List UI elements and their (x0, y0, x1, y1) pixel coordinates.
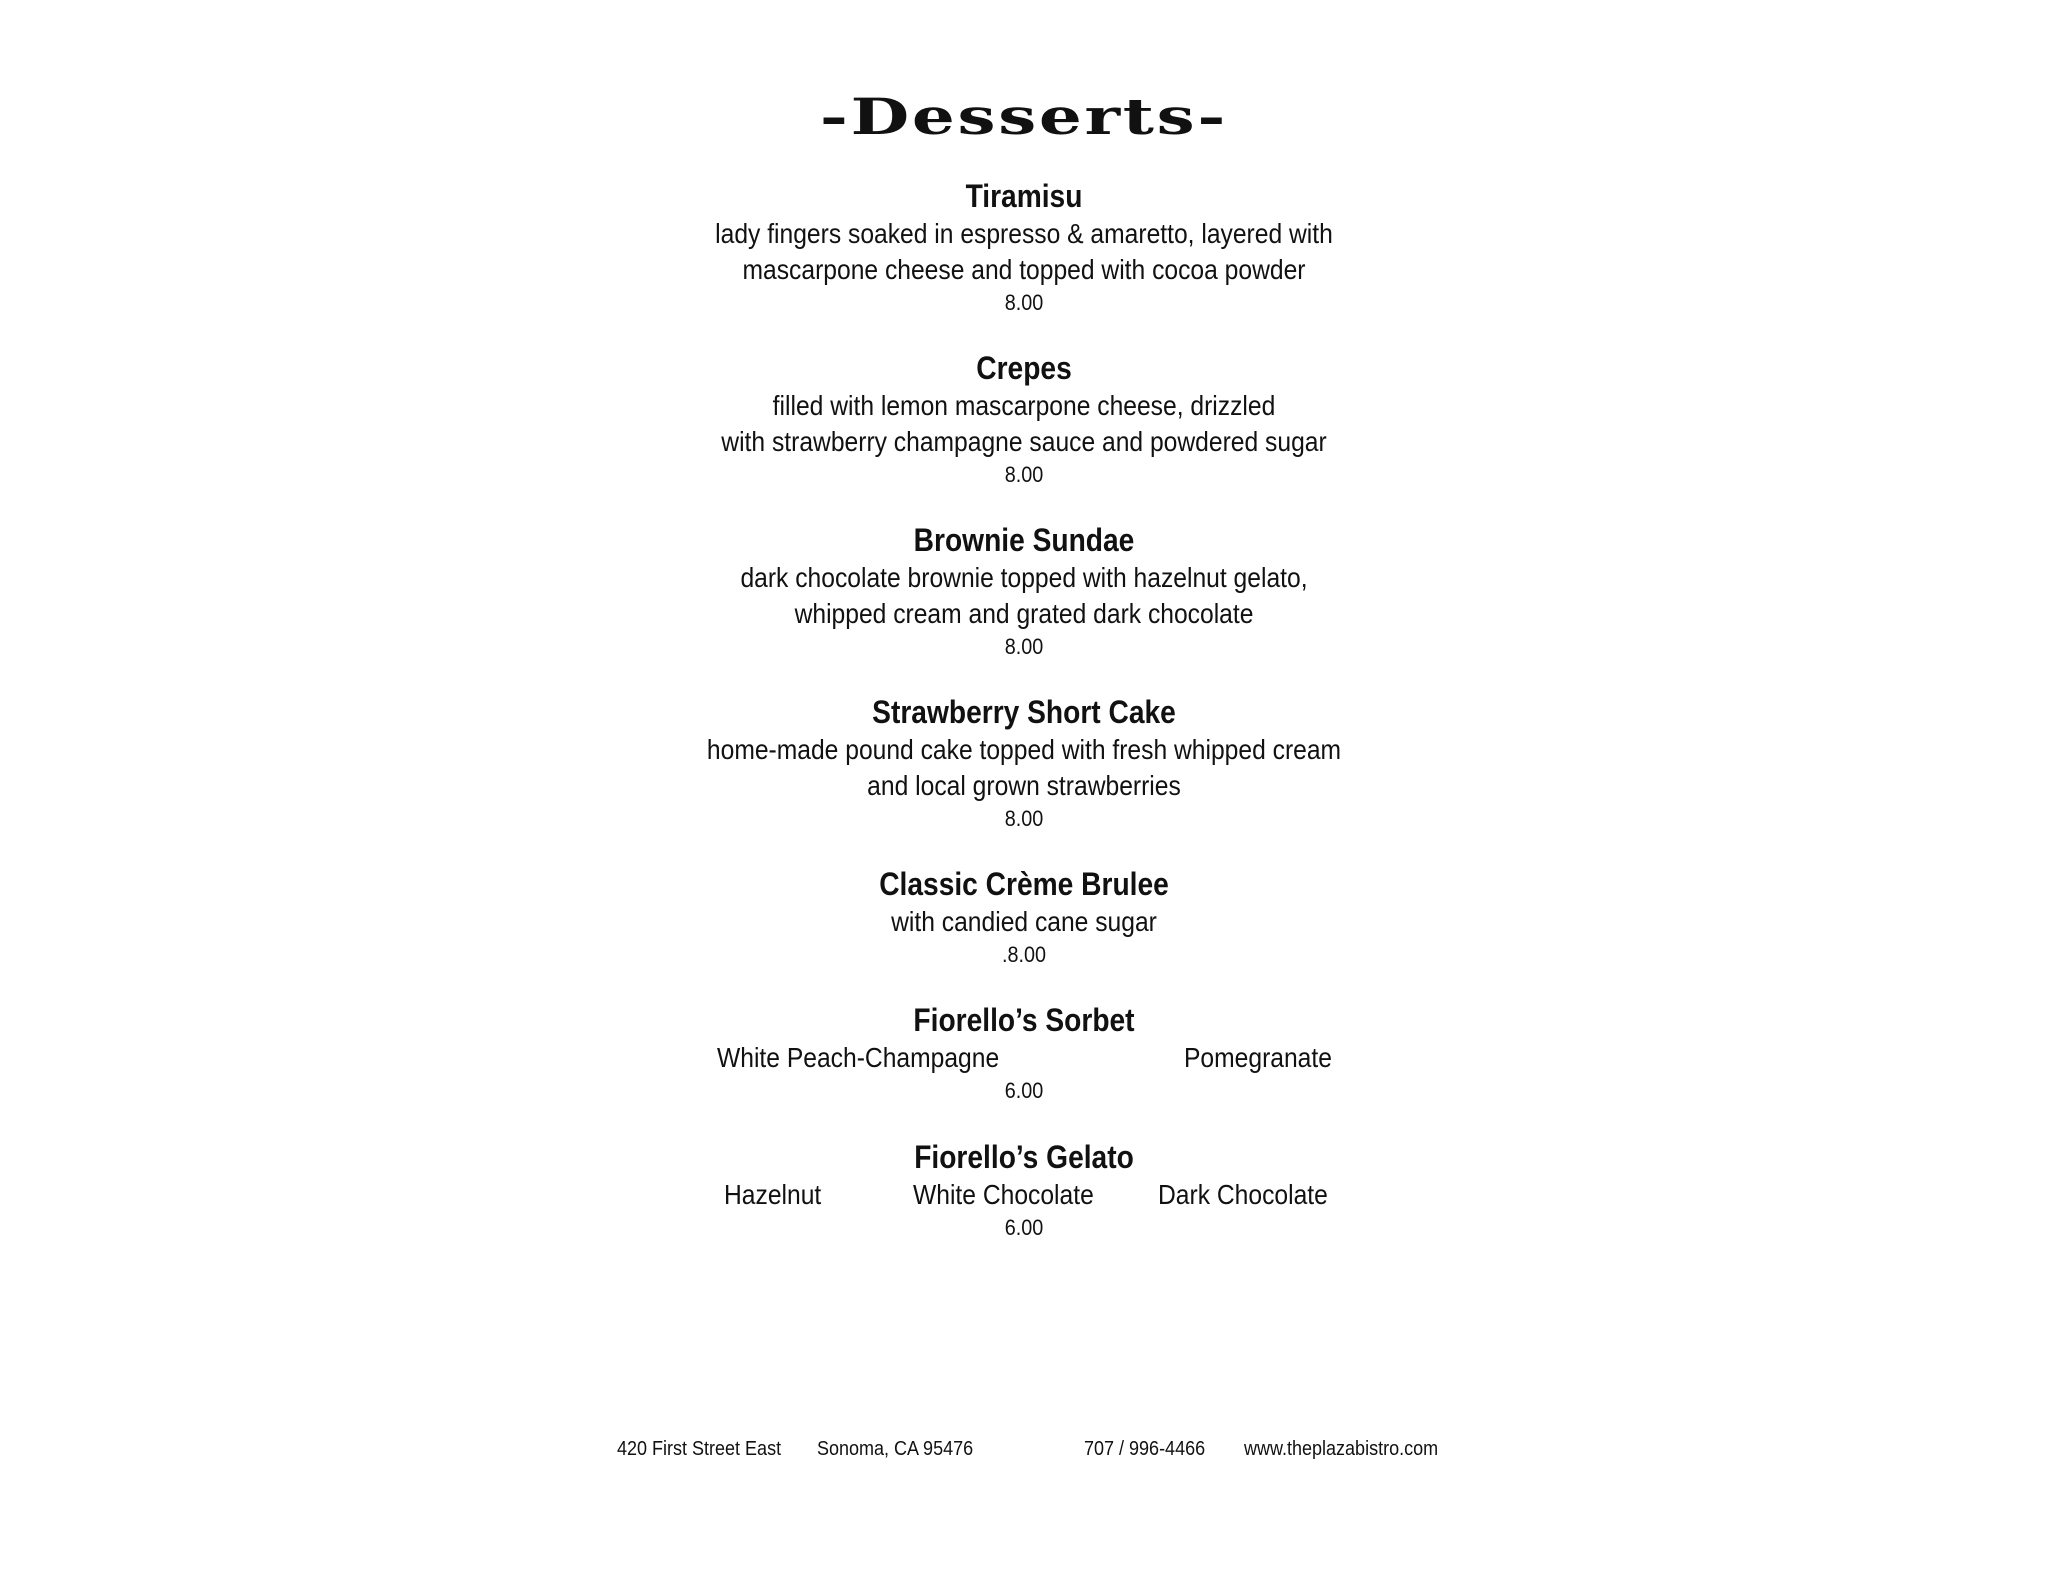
flavor-option: Pomegranate (1184, 1042, 1332, 1073)
menu-item-sorbet (524, 1000, 1524, 1106)
footer (0, 1434, 2048, 1464)
item-description-line: home-made pound cake topped with fresh whipped cream (706, 734, 1342, 765)
item-description-line: with strawberry champagne sauce and powdered sugar (721, 426, 1327, 457)
item-name: Fiorello’s Gelato (914, 1139, 1134, 1175)
menu-item-strawberry-short-cake (524, 692, 1524, 834)
item-description-line: and local grown strawberries (867, 770, 1181, 801)
footer-phone: 707 / 996-4466 (1084, 1438, 1206, 1460)
item-description-line: filled with lemon mascarpone cheese, drizzled (772, 390, 1276, 421)
item-price: 8.00 (1004, 462, 1044, 487)
item-price: 8.00 (1004, 634, 1044, 659)
item-description-line: dark chocolate brownie topped with hazelnut gelato, (740, 562, 1308, 593)
item-price: 6.00 (1004, 1215, 1044, 1240)
menu-item-brownie-sundae (524, 520, 1524, 662)
item-description-line: mascarpone cheese and topped with cocoa powder (742, 254, 1306, 285)
flavor-list (524, 1177, 1524, 1213)
flavor-option: White Chocolate (913, 1179, 1094, 1210)
footer-address: 420 First Street East (617, 1438, 782, 1460)
item-price: 8.00 (1004, 806, 1044, 831)
menu-item-gelato (524, 1137, 1524, 1243)
item-description-line: with candied cane sugar (891, 906, 1157, 937)
flavor-option: White Peach-Champagne (717, 1042, 1000, 1073)
flavor-option: Hazelnut (724, 1179, 822, 1210)
item-description-line: lady fingers soaked in espresso & amaretto, layered with (715, 218, 1333, 249)
item-name: Classic Crème Brulee (879, 866, 1169, 902)
item-price: 6.00 (1004, 1078, 1044, 1103)
item-name: Crepes (976, 350, 1072, 386)
flavor-option: Dark Chocolate (1158, 1179, 1328, 1210)
item-name: Strawberry Short Cake (872, 694, 1176, 730)
footer-city: Sonoma, CA 95476 (817, 1438, 974, 1460)
footer-website-link[interactable]: www.theplazabistro.com (1244, 1438, 1439, 1460)
item-name: Fiorello’s Sorbet (913, 1002, 1135, 1038)
item-description-line: whipped cream and grated dark chocolate (794, 598, 1254, 629)
item-name: Brownie Sundae (913, 522, 1135, 558)
item-price: 8.00 (1004, 290, 1044, 315)
menu-title: -Desserts- (819, 87, 1229, 146)
flavor-list (524, 1040, 1524, 1076)
menu-item-crepes (524, 348, 1524, 490)
menu-item-tiramisu (524, 176, 1524, 318)
menu-item-creme-brulee (524, 864, 1524, 970)
item-price: .8.00 (1001, 942, 1047, 967)
item-name: Tiramisu (965, 178, 1083, 214)
